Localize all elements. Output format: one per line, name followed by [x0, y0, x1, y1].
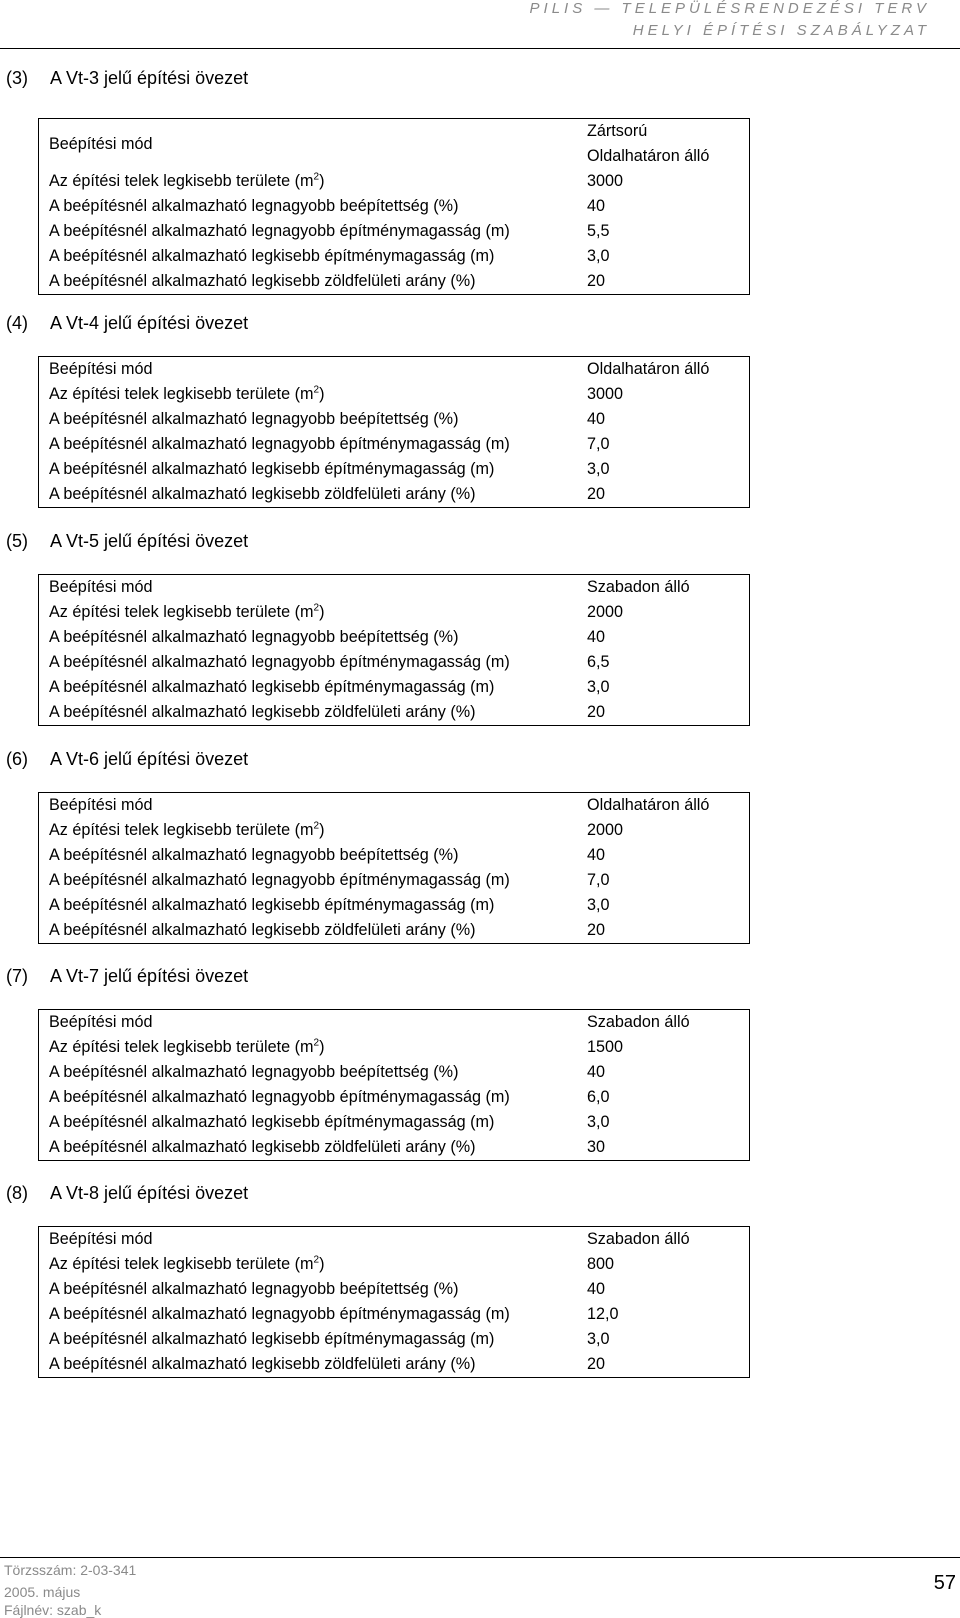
parameter-label-text: A beépítésnél alkalmazható legnagyobb beépítettség (%)	[49, 1063, 459, 1081]
parameter-label	[39, 793, 580, 819]
table-row	[39, 1035, 750, 1060]
zone-parameters-table	[38, 1226, 750, 1378]
table-row	[39, 1227, 750, 1253]
parameter-label-text: Az építési telek legkisebb területe (m	[49, 1038, 314, 1056]
parameter-value: 6,5	[587, 653, 610, 671]
section-heading	[6, 1183, 248, 1204]
table-row	[39, 382, 750, 407]
table-row	[39, 219, 750, 244]
footer-date: 2005. május	[4, 1584, 81, 1600]
section-heading	[6, 749, 248, 770]
document-header-subtitle: HELYI ÉPÍTÉSI SZABÁLYZAT	[632, 22, 930, 39]
section-number: (5)	[6, 531, 28, 551]
unit-superscript: 2	[313, 1254, 320, 1266]
parameter-label-text: A beépítésnél alkalmazható legnagyobb építménymagasság (m)	[49, 222, 510, 240]
parameter-label-text: Az építési telek legkisebb területe (m	[49, 821, 314, 839]
table-row	[39, 482, 750, 508]
parameter-value: 800	[587, 1255, 615, 1273]
parameter-value: Szabadon álló	[587, 1013, 690, 1031]
parameter-label-text: A beépítésnél alkalmazható legnagyobb építménymagasság (m)	[49, 1305, 510, 1323]
parameter-value: 3,0	[587, 247, 610, 265]
unit-superscript: 2	[313, 602, 320, 614]
parameter-label	[39, 169, 580, 194]
parameter-value: 40	[587, 628, 606, 646]
parameter-label	[39, 407, 580, 432]
parameter-label	[39, 700, 580, 726]
parameter-label-end: )	[319, 1038, 325, 1056]
table-row	[39, 1085, 750, 1110]
parameter-label	[39, 650, 580, 675]
parameter-label-text: A beépítésnél alkalmazható legkisebb építménymagasság (m)	[49, 896, 495, 914]
parameter-value: 40	[587, 1280, 606, 1298]
table-row	[39, 269, 750, 295]
parameter-value: 20	[587, 272, 606, 290]
parameter-label-text: Beépítési mód	[49, 578, 153, 596]
parameter-label-end: )	[319, 385, 325, 403]
zone-parameters-table	[38, 356, 750, 508]
parameter-label	[39, 843, 580, 868]
section-title: A Vt-3 jelű építési övezet	[50, 68, 249, 88]
parameter-label-end: )	[319, 603, 325, 621]
section-title: A Vt-5 jelű építési övezet	[50, 531, 249, 551]
parameter-label-text: A beépítésnél alkalmazható legkisebb építménymagasság (m)	[49, 460, 495, 478]
parameter-label-text: A beépítésnél alkalmazható legnagyobb beépítettség (%)	[49, 1280, 459, 1298]
parameter-label-text: A beépítésnél alkalmazható legnagyobb beépítettség (%)	[49, 628, 459, 646]
table-row	[39, 625, 750, 650]
table-row	[39, 650, 750, 675]
section-title: A Vt-4 jelű építési övezet	[50, 313, 249, 333]
parameter-label-text: A beépítésnél alkalmazható legkisebb építménymagasság (m)	[49, 247, 495, 265]
parameter-value: 6,0	[587, 1088, 610, 1106]
unit-superscript: 2	[313, 384, 320, 396]
unit-superscript: 2	[313, 171, 320, 183]
parameter-label-end: )	[319, 821, 325, 839]
parameter-label-text: A beépítésnél alkalmazható legkisebb zöldfelületi arány (%)	[49, 272, 476, 290]
parameter-label	[39, 357, 580, 383]
parameter-value: 30	[587, 1138, 606, 1156]
zone-parameters-table	[38, 792, 750, 944]
document-header-title: PILIS — TELEPÜLÉSRENDEZÉSI TERV	[529, 0, 930, 17]
parameter-label	[39, 1035, 580, 1060]
parameter-label	[39, 244, 580, 269]
section-number: (8)	[6, 1183, 28, 1203]
table-row	[39, 1277, 750, 1302]
table-row	[39, 1302, 750, 1327]
section-title: A Vt-6 jelű építési övezet	[50, 749, 249, 769]
parameter-value: 20	[587, 485, 606, 503]
parameter-label	[39, 675, 580, 700]
section-heading	[6, 966, 248, 987]
parameter-value: 1500	[587, 1038, 624, 1056]
zone-parameters-table	[38, 1009, 750, 1161]
table-row	[39, 700, 750, 726]
zone-parameters-table	[38, 118, 750, 295]
parameter-value: Oldalhatáron álló	[587, 360, 710, 378]
section-number: (3)	[6, 68, 28, 88]
parameter-value: 3,0	[587, 896, 610, 914]
parameter-value: 3,0	[587, 1113, 610, 1131]
table-row	[39, 1010, 750, 1036]
parameter-value: 7,0	[587, 871, 610, 889]
parameter-label-text: Az építési telek legkisebb területe (m	[49, 603, 314, 621]
parameter-label-end: )	[319, 172, 325, 190]
parameter-value: 40	[587, 197, 606, 215]
page-number: 57	[933, 1572, 956, 1594]
parameter-label	[39, 119, 580, 170]
table-row	[39, 432, 750, 457]
parameter-label	[39, 194, 580, 219]
parameter-label-text: A beépítésnél alkalmazható legnagyobb beépítettség (%)	[49, 410, 459, 428]
parameter-label-text: A beépítésnél alkalmazható legkisebb zöldfelületi arány (%)	[49, 1355, 476, 1373]
parameter-label	[39, 918, 580, 944]
parameter-value: 2000	[587, 603, 624, 621]
table-row	[39, 893, 750, 918]
parameter-value: 3,0	[587, 678, 610, 696]
section-heading	[6, 531, 248, 552]
section-heading	[6, 68, 248, 89]
parameter-value: 12,0	[587, 1305, 619, 1323]
parameter-label	[39, 600, 580, 625]
table-row	[39, 1110, 750, 1135]
parameter-label-text: A beépítésnél alkalmazható legkisebb zöldfelületi arány (%)	[49, 703, 476, 721]
parameter-value: Oldalhatáron álló	[587, 796, 710, 814]
parameter-label	[39, 457, 580, 482]
parameter-label	[39, 1227, 580, 1253]
section-number: (7)	[6, 966, 28, 986]
table-row	[39, 1135, 750, 1161]
parameter-label	[39, 818, 580, 843]
parameter-label-text: A beépítésnél alkalmazható legnagyobb építménymagasság (m)	[49, 435, 510, 453]
parameter-value: Szabadon álló	[587, 578, 690, 596]
parameter-label-text: Az építési telek legkisebb területe (m	[49, 385, 314, 403]
parameter-label-text: Beépítési mód	[49, 796, 153, 814]
table-row	[39, 600, 750, 625]
parameter-label-text: A beépítésnél alkalmazható legkisebb zöldfelületi arány (%)	[49, 1138, 476, 1156]
section-title: A Vt-7 jelű építési övezet	[50, 966, 249, 986]
table-row	[39, 169, 750, 194]
parameter-label	[39, 1277, 580, 1302]
parameter-label-end: )	[319, 1255, 325, 1273]
parameter-label	[39, 1135, 580, 1161]
parameter-label	[39, 1110, 580, 1135]
parameter-label	[39, 1352, 580, 1378]
parameter-value: 3,0	[587, 1330, 610, 1348]
parameter-label	[39, 1060, 580, 1085]
table-row	[39, 868, 750, 893]
section-heading	[6, 313, 248, 334]
parameter-label-text: Beépítési mód	[49, 1013, 153, 1031]
parameter-label	[39, 1252, 580, 1277]
table-row	[39, 119, 750, 170]
parameter-label-text: Beépítési mód	[49, 360, 153, 378]
section-number: (4)	[6, 313, 28, 333]
parameter-label	[39, 1085, 580, 1110]
parameter-label-text: A beépítésnél alkalmazható legkisebb építménymagasság (m)	[49, 678, 495, 696]
parameter-value: 40	[587, 410, 606, 428]
table-row	[39, 1060, 750, 1085]
parameter-label	[39, 382, 580, 407]
parameter-value: 7,0	[587, 435, 610, 453]
parameter-label-text: A beépítésnél alkalmazható legkisebb zöldfelületi arány (%)	[49, 485, 476, 503]
parameter-label-text: A beépítésnél alkalmazható legnagyobb építménymagasság (m)	[49, 653, 510, 671]
parameter-label-text: Az építési telek legkisebb területe (m	[49, 172, 314, 190]
parameter-label-text: Beépítési mód	[49, 1230, 153, 1248]
parameter-value: 3,0	[587, 460, 610, 478]
table-row	[39, 918, 750, 944]
parameter-label-text: A beépítésnél alkalmazható legkisebb építménymagasság (m)	[49, 1330, 495, 1348]
parameter-value: 40	[587, 846, 606, 864]
footer-filename: Fájlnév: szab_k	[4, 1602, 102, 1618]
table-row	[39, 194, 750, 219]
header-divider	[0, 48, 960, 49]
parameter-label	[39, 269, 580, 295]
section-number: (6)	[6, 749, 28, 769]
parameter-label	[39, 1327, 580, 1352]
parameter-value: 2000	[587, 821, 624, 839]
footer-register-number: Törzsszám: 2-03-341	[4, 1562, 137, 1578]
parameter-value-line: Oldalhatáron álló	[587, 147, 710, 165]
parameter-label-text: A beépítésnél alkalmazható legnagyobb beépítettség (%)	[49, 197, 459, 215]
table-row	[39, 575, 750, 601]
parameter-label	[39, 482, 580, 508]
parameter-label	[39, 893, 580, 918]
parameter-label	[39, 625, 580, 650]
section-title: A Vt-8 jelű építési övezet	[50, 1183, 249, 1203]
footer-divider	[0, 1557, 960, 1558]
parameter-value: 3000	[587, 172, 624, 190]
parameter-label-text: A beépítésnél alkalmazható legnagyobb építménymagasság (m)	[49, 871, 510, 889]
table-row	[39, 818, 750, 843]
parameter-value	[579, 119, 750, 170]
parameter-value: Szabadon álló	[587, 1230, 690, 1248]
parameter-label	[39, 868, 580, 893]
parameter-value: 20	[587, 703, 606, 721]
table-row	[39, 675, 750, 700]
table-row	[39, 357, 750, 383]
table-row	[39, 793, 750, 819]
parameter-label-text: A beépítésnél alkalmazható legnagyobb építménymagasság (m)	[49, 1088, 510, 1106]
table-row	[39, 244, 750, 269]
parameter-value-line: Zártsorú	[587, 122, 648, 140]
zone-parameters-table	[38, 574, 750, 726]
parameter-value: 3000	[587, 385, 624, 403]
table-row	[39, 407, 750, 432]
unit-superscript: 2	[313, 1037, 320, 1049]
parameter-label-text: A beépítésnél alkalmazható legkisebb zöldfelületi arány (%)	[49, 921, 476, 939]
parameter-value: 5,5	[587, 222, 610, 240]
table-row	[39, 1252, 750, 1277]
table-row	[39, 1327, 750, 1352]
parameter-label	[39, 575, 580, 601]
parameter-label-text: A beépítésnél alkalmazható legnagyobb beépítettség (%)	[49, 846, 459, 864]
parameter-value: 40	[587, 1063, 606, 1081]
table-row	[39, 457, 750, 482]
parameter-label	[39, 219, 580, 244]
parameter-label-text: Az építési telek legkisebb területe (m	[49, 1255, 314, 1273]
parameter-value: 20	[587, 921, 606, 939]
parameter-value: 20	[587, 1355, 606, 1373]
parameter-label	[39, 432, 580, 457]
parameter-label-text: A beépítésnél alkalmazható legkisebb építménymagasság (m)	[49, 1113, 495, 1131]
table-row	[39, 1352, 750, 1378]
parameter-label-text: Beépítési mód	[49, 134, 153, 153]
parameter-label	[39, 1010, 580, 1036]
table-row	[39, 843, 750, 868]
unit-superscript: 2	[313, 820, 320, 832]
parameter-label	[39, 1302, 580, 1327]
